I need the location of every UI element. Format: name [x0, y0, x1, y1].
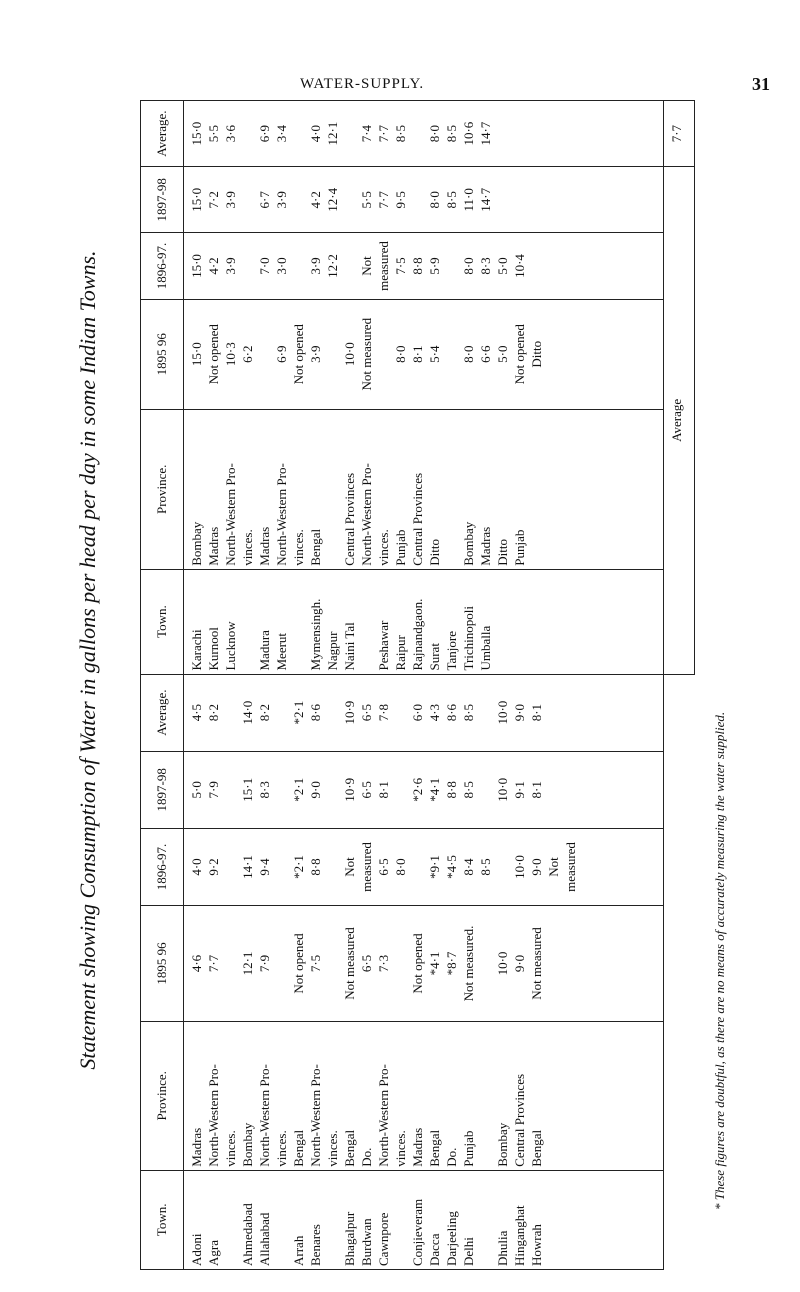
- col-1895-2: 1895 96: [141, 299, 184, 409]
- col-1896: 1896-97.: [141, 828, 184, 905]
- col-average-2: Average.: [141, 101, 184, 167]
- values-1897-2: 15·0 7·2 3·9 6·7 3·9 4·2 12·4 5·5 7·7 9·5 8·0 8·5 11·0 14·7: [184, 167, 664, 233]
- col-1897-2: 1897-98: [141, 167, 184, 233]
- values-1897: 5·0 7·9 15·1 8·3 *2·1 9·0 10·9 6·5 8·1 *2·6 *4·1 8·8 8·5 10·0 9·1 8·1: [184, 751, 664, 828]
- running-title: WATER-SUPPLY.: [300, 76, 425, 92]
- spacer: [663, 674, 694, 1269]
- values-1896-2: 15·0 4·2 3·9 7·0 3·0 3·9 12·2 Not measured 7·5 8·8 5·9 8·0 8·3 5·0 10·4: [184, 233, 664, 299]
- values-1895: 4·6 7·7 12·1 7·9 Not opened 7·5 Not measured 6·5 7·3 Not opened *4·1 *8·7 Not measured. 10·0 9·0 Not measured: [184, 906, 664, 1022]
- consumption-table-grid: [140, 100, 695, 1270]
- consumption-table: [140, 100, 695, 1270]
- province-list: Madras North-Western Pro- vinces. Bombay North-Western Pro- vinces. Bengal North-Western Pro- vinces. Bengal Do. North-Western Pro- vinces. Madras Bengal Do. Punjab Bombay Central Provinces Bengal: [184, 1021, 664, 1170]
- overall-average-row: [663, 101, 694, 1270]
- values-1895-2: 15·0 Not opened 10·3 6·2 6·9 Not opened 3·9 10·0 Not measured 8·0 8·1 5·4 8·0 6·6 5·0 Not opened Ditto: [184, 299, 664, 409]
- footnote: * These figures are doubtful, as there are no means of accurately measuring the water supplied.: [712, 711, 727, 1210]
- overall-average-value: 7·7: [663, 101, 694, 167]
- table-title: Statement showing Consumption of Water in gallons per head per day in some Indian Towns.: [75, 250, 100, 1070]
- col-1897: 1897-98: [141, 751, 184, 828]
- header-row: [141, 101, 184, 1270]
- province-list-2: Bombay Madras North-Western Pro- vinces. Madras North-Western Pro- vinces. Bengal Central Provinces North-Western Pro- vinces. Punjab Central Provinces Ditto Bombay Madras Ditto Punjab: [184, 409, 664, 569]
- values-1896: 4·0 9·2 14·1 9·4 *2·1 8·8 Not measured 6·5 8·0 *9·1 *4·5 8·4 8·5 10·0 9·0 Not measured: [184, 828, 664, 905]
- values-average-2: 15·0 5·5 3·6 6·9 3·4 4·0 12·1 7·4 7·7 8·5 8·0 8·5 10·6 14·7: [184, 101, 664, 167]
- col-average: Average.: [141, 674, 184, 751]
- col-1896-2: 1896-97.: [141, 233, 184, 299]
- page-number: 31: [752, 74, 770, 94]
- col-1895: 1895 96: [141, 906, 184, 1022]
- col-town-2: Town.: [141, 569, 184, 674]
- town-list-2: Karachi Kurnool Lucknow Madura Meerut Mymensingh. Nagpur Naini Tal Peshawar Raipur Rajnandgaon. Surat Tanjore Trichinopoli Umballa: [184, 569, 664, 674]
- col-town: Town.: [141, 1170, 184, 1269]
- overall-average-label: Average: [663, 167, 694, 674]
- col-province-2: Province.: [141, 409, 184, 569]
- col-province: Province.: [141, 1021, 184, 1170]
- page-header: [0, 0, 800, 95]
- values-average: 4·5 8·2 14·0 8·2 *2·1 8·6 10·9 6·5 7·8 6·0 4·3 8·6 8·5 10·0 9·0 8·1: [184, 674, 664, 751]
- table-body: [184, 101, 664, 1270]
- town-list: Adoni Agra Ahmedabad Allahabad Arrah Benares Bhagalpur Burdwan Cawnpore Conjieveram Dacca Darjeeling Delhi Dhulia Hinganghat Howrah: [184, 1170, 664, 1269]
